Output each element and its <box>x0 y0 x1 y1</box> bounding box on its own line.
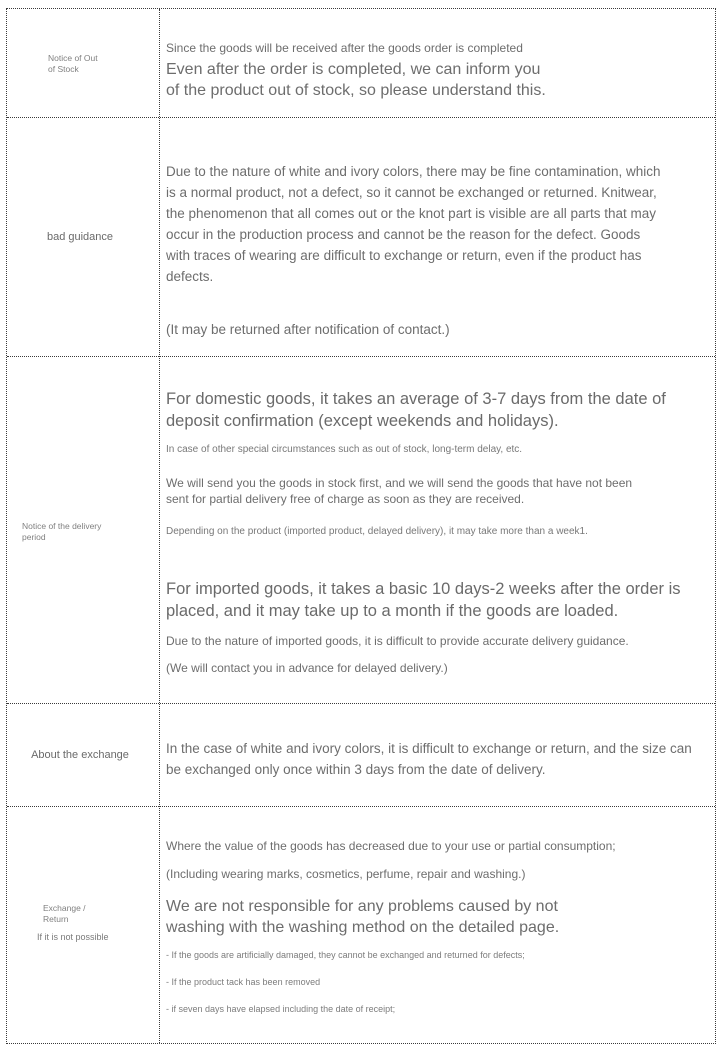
row-bad-guidance <box>7 117 715 356</box>
text-paragraph: For imported goods, it takes a basic 10 days-2 weeks after the order is placed, and it may take up to a month if the goods are loaded. <box>166 580 681 620</box>
text-paragraph: We will send you the goods in stock first, and we will send the goods that have not been sent for partial delivery free of charge as soon as they are received. <box>166 476 633 506</box>
info-table <box>6 8 716 1044</box>
text-line: Where the value of the goods has decreased due to your use or partial consumption; <box>166 839 616 853</box>
row-content <box>166 357 705 703</box>
row-exchange-not-possible <box>7 806 715 1045</box>
text-paragraph: We are not responsible for any problems caused by not washing with the washing method on the detailed page. <box>166 898 560 936</box>
label-line: period <box>22 532 46 542</box>
text-paragraph: Due to the nature of white and ivory colors, there may be fine contamination, which is a normal product, not a defect, so it cannot be exchanged or returned. Knitwear, the phenomenon that all comes out or the knot part is visible are all parts that may occur in the production process and cannot be the reason for the defect. Goods with traces of wearing are difficult to exchange or return, even if the product has defects. <box>166 164 661 284</box>
text-line: Since the goods will be received after the goods order is completed <box>166 41 523 55</box>
row-content <box>166 807 705 1045</box>
row-content <box>166 9 705 117</box>
text-paragraph: For domestic goods, it takes an average of 3-7 days from the date of deposit confirmation (except weekends and holidays). <box>166 390 666 430</box>
bullet-item: - If the product tack has been removed <box>166 977 321 987</box>
row-label <box>7 9 159 117</box>
row-content <box>166 704 705 806</box>
text-line: of the product out of stock, so please understand this. <box>166 82 546 99</box>
label-line: Return <box>43 914 69 924</box>
label-line: Notice of Out <box>48 53 98 63</box>
row-out-of-stock <box>7 9 715 117</box>
label-line: About the exchange <box>31 749 129 761</box>
text-line: Due to the nature of imported goods, it is difficult to provide accurate delivery guidance. <box>166 634 629 648</box>
text-line: Depending on the product (imported product, delayed delivery), it may take more than a week1. <box>166 526 588 537</box>
row-label <box>7 807 159 1045</box>
label-line: Exchange / <box>43 903 86 913</box>
text-line: (We will contact you in advance for delayed delivery.) <box>166 661 448 675</box>
bullet-item: - if seven days have elapsed including the date of receipt; <box>166 1004 396 1014</box>
row-label <box>7 357 159 703</box>
text-paragraph: In the case of white and ivory colors, it is difficult to exchange or return, and the size can be exchanged only once within 3 days from the date of delivery. <box>166 741 692 777</box>
label-line: Notice of the delivery <box>22 521 102 531</box>
text-line: Even after the order is completed, we can inform you <box>166 61 541 78</box>
row-label <box>7 118 159 356</box>
text-line: In case of other special circumstances such as out of stock, long-term delay, etc. <box>166 444 523 455</box>
row-content <box>166 118 705 356</box>
label-line: If it is not possible <box>37 932 109 942</box>
label-line: bad guidance <box>46 231 114 243</box>
label-line: of Stock <box>48 64 79 74</box>
text-note: (It may be returned after notification of contact.) <box>166 322 450 337</box>
bullet-item: - If the goods are artificially damaged, they cannot be exchanged and returned for defects; <box>166 950 525 960</box>
row-delivery-period <box>7 356 715 703</box>
row-label <box>7 704 159 806</box>
row-about-exchange <box>7 703 715 806</box>
text-line: (Including wearing marks, cosmetics, perfume, repair and washing.) <box>166 867 526 881</box>
